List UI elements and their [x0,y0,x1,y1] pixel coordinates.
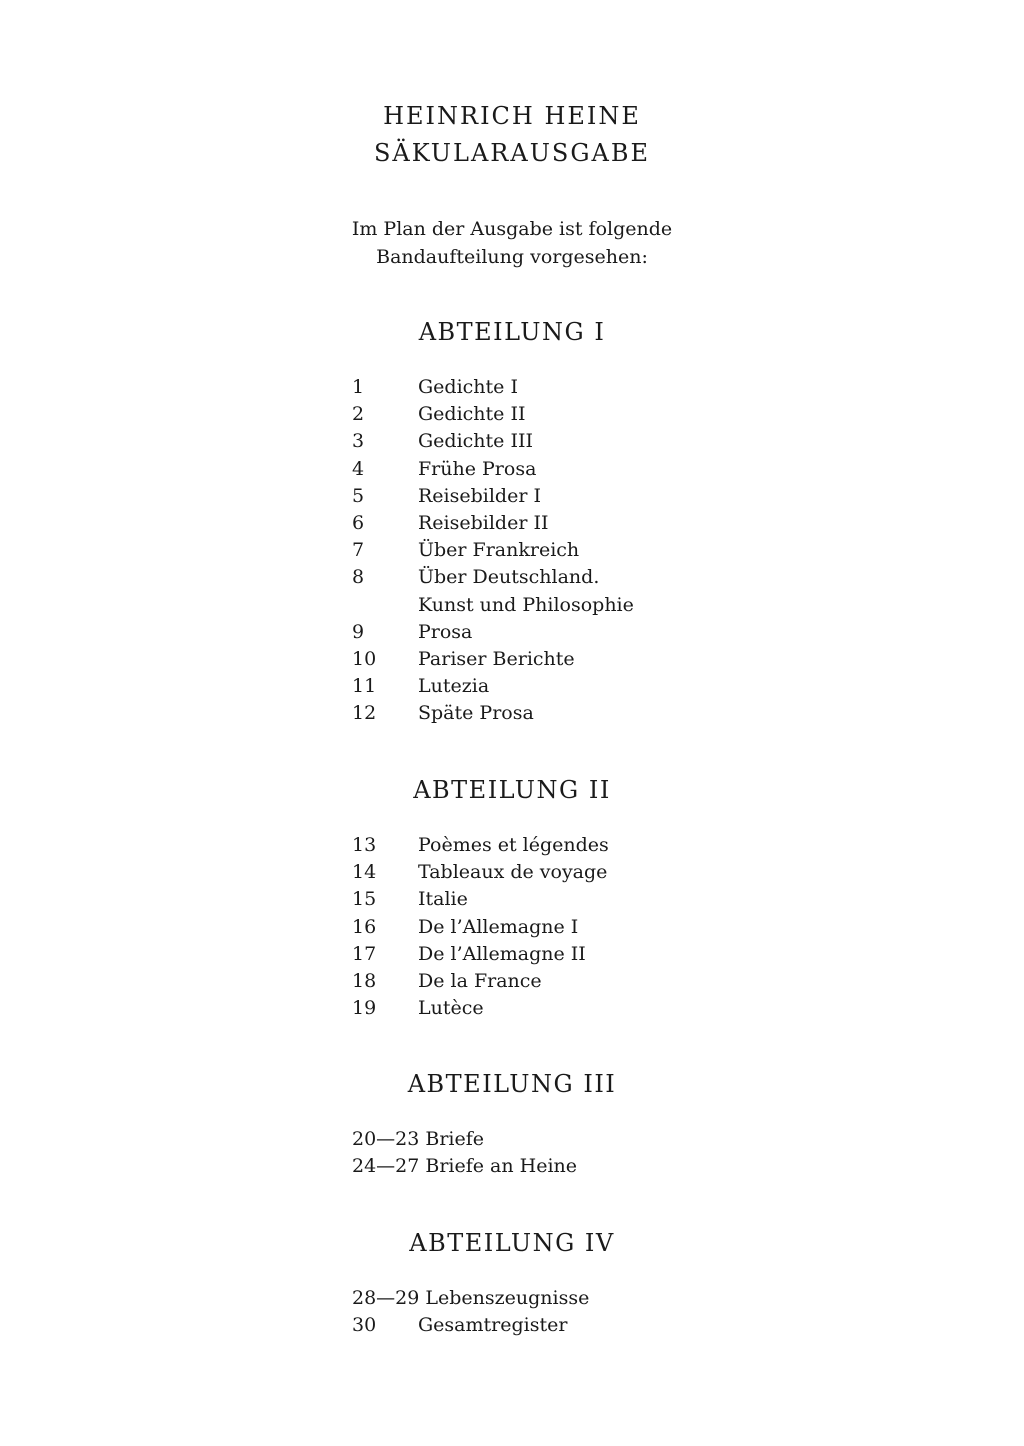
list-item [352,886,752,913]
volume-title: Gesamtregister [418,1314,568,1337]
list-item [352,700,752,727]
volume-title: Briefe [425,1128,485,1150]
volume-title: Pariser Berichte [418,648,575,671]
volume-list-2 [352,832,752,1022]
volume-number: 24—27 [352,1155,420,1178]
list-item [352,1153,752,1180]
volume-title: Späte Prosa [418,702,534,725]
volume-title: Gedichte I [418,376,518,398]
section-heading-4: ABTEILUNG IV [409,1229,615,1257]
list-item [352,374,752,401]
volume-number: 12 [352,702,377,725]
intro-text [0,215,1024,271]
list-item [352,483,752,510]
list-item [352,673,752,700]
volume-number [352,592,418,619]
page-title [0,98,1024,172]
list-item [352,968,752,995]
list-item [352,914,752,941]
volume-title: De l’Allemagne II [418,942,586,965]
volume-title: Poèmes et légendes [418,834,609,856]
intro-line: Bandaufteilung vorgesehen: [376,246,648,268]
author-name: HEINRICH HEINE [383,102,641,130]
list-item [352,456,752,483]
list-item [352,859,752,886]
volume-number: 5 [352,484,365,507]
volume-number: 4 [352,457,365,480]
volume-number: 8 [352,566,365,589]
volume-number: 9 [352,620,365,643]
list-item [352,832,752,859]
volume-list-4 [352,1285,752,1339]
list-item [352,1312,752,1339]
list-item [352,1126,752,1153]
volume-title: Gedichte II [418,403,526,426]
volume-number: 19 [352,997,377,1020]
volume-title: Tableaux de voyage [418,861,608,884]
volume-title: Kunst und Philosophie [418,593,634,616]
volume-title: Über Frankreich [418,539,580,562]
volume-title: Italie [418,888,468,911]
volume-number: 17 [352,942,377,965]
list-item [352,537,752,564]
volume-number: 10 [352,648,377,671]
volume-number: 6 [352,512,365,535]
volume-number: 2 [352,403,365,426]
intro-line: Im Plan der Ausgabe ist folgende [351,218,673,240]
section-heading-3: ABTEILUNG III [407,1070,617,1098]
list-item [352,428,752,455]
volume-title: Prosa [418,620,473,643]
volume-title: Frühe Prosa [418,457,537,480]
list-item [352,941,752,968]
volume-number: 30 [352,1314,377,1337]
volume-title: Lutezia [418,675,490,698]
volume-number: 13 [352,834,377,856]
list-item [352,510,752,537]
section-heading-1: ABTEILUNG I [418,318,606,346]
volume-list-3 [352,1126,752,1180]
volume-title: Lebenszeugnisse [425,1287,590,1309]
volume-number: 16 [352,915,377,938]
volume-number: 15 [352,888,377,911]
volume-title: Briefe an Heine [425,1155,578,1178]
list-item [352,592,752,619]
volume-title: Reisebilder I [418,484,541,507]
volume-number: 11 [352,675,377,698]
volume-number: 14 [352,861,377,884]
volume-title: Reisebilder II [418,512,549,535]
list-item [352,619,752,646]
list-item [352,646,752,673]
volume-number: 28—29 [352,1287,420,1309]
volume-title: Gedichte III [418,430,533,453]
volume-title: De la France [418,970,542,993]
volume-number: 3 [352,430,365,453]
volume-title: Über Deutschland. [418,566,600,589]
volume-title: De l’Allemagne I [418,915,579,938]
volume-number: 7 [352,539,365,562]
volume-list-1 [352,374,752,728]
volume-number: 1 [352,376,365,398]
volume-number: 20—23 [352,1128,420,1150]
list-item [352,564,752,591]
volume-title: Lutèce [418,997,484,1020]
volume-number: 18 [352,970,377,993]
edition-name: SÄKULARAUSGABE [373,139,651,167]
section-heading-2: ABTEILUNG II [413,776,611,804]
list-item [352,401,752,428]
list-item [352,995,752,1022]
list-item [352,1285,752,1312]
